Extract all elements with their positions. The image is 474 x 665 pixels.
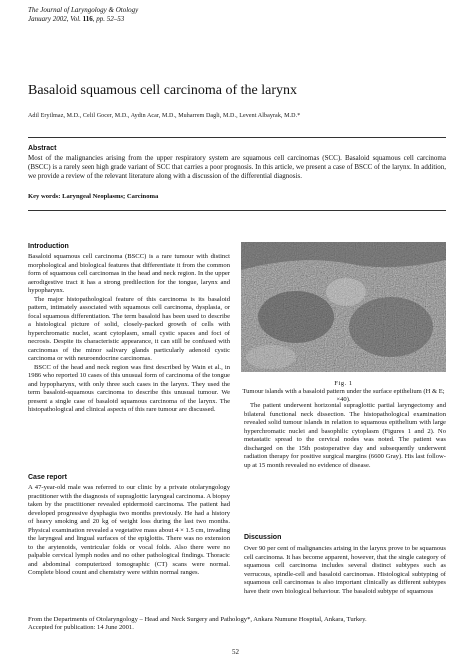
paragraph: Over 90 per cent of malignancies arising in the larynx prove to be squamous cell carcinoma. It has become apparent, however, that the single category of squamous cell carcinoma includes several distinct subtypes such as verrucous, spindle-cell and basaloid carcinomas. Histological subtyping of squamous cell carcinomas is also important clinically as different subtypes have their own biological behaviour. The basaloid subtype of squamous — [244, 545, 446, 595]
affiliation-footnote — [28, 616, 446, 632]
paragraph: Basaloid squamous cell carcinoma (BSCC) is a rare tumour with distinct morphological and biological features that differentiate it from the common form of squamous cell carcinomas in the head and neck region. In the upper aerodigestive tract it has a strong predilection for the tongue, larynx and hypopharynx. — [28, 253, 230, 294]
discussion-text — [244, 545, 446, 596]
divider — [28, 137, 446, 138]
abstract-text: Most of the malignancies arising from the upper respiratory system are squamous cell carcinomas (SCC). Basaloid squamous cell carcinoma (BSCC) is a rarely seen high grade variant of SCC that carries a poor prognosis. In this article, we present a case of BSCC of the larynx. In addition, we provide a review of the relevant literature along with a discussion of the differential diagnosis. — [28, 154, 446, 180]
keywords: Key words: Laryngeal Neoplasms; Carcinoma — [28, 193, 159, 200]
paragraph: BSCC of the head and neck region was first described by Wain et al., in 1986 who reported 10 cases of this unusual form of carcinoma of the tongue and hypopharynx, with only three such cases in the larynx. They used the term basaloid-squamous carcinoma to describe this unusual tumour. We present a single case of basaloid squamous carcinoma of the larynx. The histopathological and clinical aspects of this rare tumour are discussed. — [28, 363, 230, 413]
section-heading-introduction: Introduction — [28, 243, 69, 250]
paragraph: The patient underwent horizontal supraglottic partial laryngectomy and bilateral functional neck dissection. The histopathological examination revealed solid tumour islands in relation to squamous epithelium with large hyperchromatic nuclei and basophilic cytoplasm (Figures 1 and 2). No metastatic spread to the cervical nodes was noted. The patient was discharged on the 15th postoperative day and subsequently underwent radiation therapy for positive surgical margins (6600 Gray). His last follow-up at 15 month revealed no evidence of disease. — [244, 402, 446, 469]
journal-name: The Journal of Laryngology & Otology — [28, 6, 139, 14]
abstract-heading: Abstract — [28, 145, 57, 152]
accepted-date: Accepted for publication: 14 June 2001. — [28, 624, 134, 631]
introduction-text — [28, 253, 230, 415]
case-report-text — [28, 484, 230, 578]
right-column-text — [244, 402, 446, 470]
figure-label: Fig. 1 — [334, 380, 353, 387]
article-title: Basaloid squamous cell carcinoma of the larynx — [28, 83, 298, 98]
figure-caption — [241, 380, 446, 404]
divider — [28, 210, 446, 211]
journal-header — [28, 6, 138, 24]
section-heading-discussion: Discussion — [244, 534, 282, 541]
section-heading-case-report: Case report — [28, 474, 67, 481]
paragraph: A 47-year-old male was referred to our clinic by a private otolaryngology practitioner with the diagnosis of supraglottic laryngeal carcinoma. A biopsy taken by the practitioner revealed epidermoid carcinoma. The patient had developed progressive dysphagia two months previously. He had a history of heavy smoking and 20 kg of weight loss during the last two months. Physical examination revealed a vegetative mass about 4 × 1.5 cm, invading the laryngeal and lingual surfaces of the epiglottis. There was no extension to the arytenoids, ventricular folds or vocal folds. Also there were no palpable cervical lymph nodes and no other pathological findings. Thoracic and abdominal computerized tomographic (CT) scans were normal. Complete blood count and chemistry were within normal ranges. — [28, 484, 230, 576]
figure-caption-text: Tumour islands with a basaloid pattern under the surface epithelium (H & E; ×40). — [242, 388, 445, 403]
affiliation: From the Departments of Otolaryngology – Head and Neck Surgery and Pathology*, Ankara Numune Hospital, Ankara, Turkey. — [28, 616, 367, 623]
paragraph: The major histopathological feature of this carcinoma is its basaloid pattern, intimately associated with squamous cell carcinoma, dysplasia, or focal squamous differentiation. The term basaloid has been used to describe a histological picture of solid, closely-packed growth of cells with hyperchromatic nuclei, scant cytoplasm, small cystic spaces and foci of necrosis. Despite its characteristic appearance, it can still be confused with carcinomas of the minor salivary glands particularly adenoid cystic carcinoma or with neuroendocrine carcinomas. — [28, 295, 230, 362]
page-number: 52 — [232, 648, 239, 656]
histology-micrograph — [241, 242, 446, 372]
journal-issue: January 2002, Vol. 116, pp. 52–53 — [28, 15, 125, 23]
histology-figure — [241, 242, 446, 372]
author-list: Adil Eryilmaz, M.D., Celil Gocer, M.D., Aydin Acar, M.D., Muharrem Dagli, M.D., Levent Albayrak, M.D.* — [28, 113, 301, 119]
